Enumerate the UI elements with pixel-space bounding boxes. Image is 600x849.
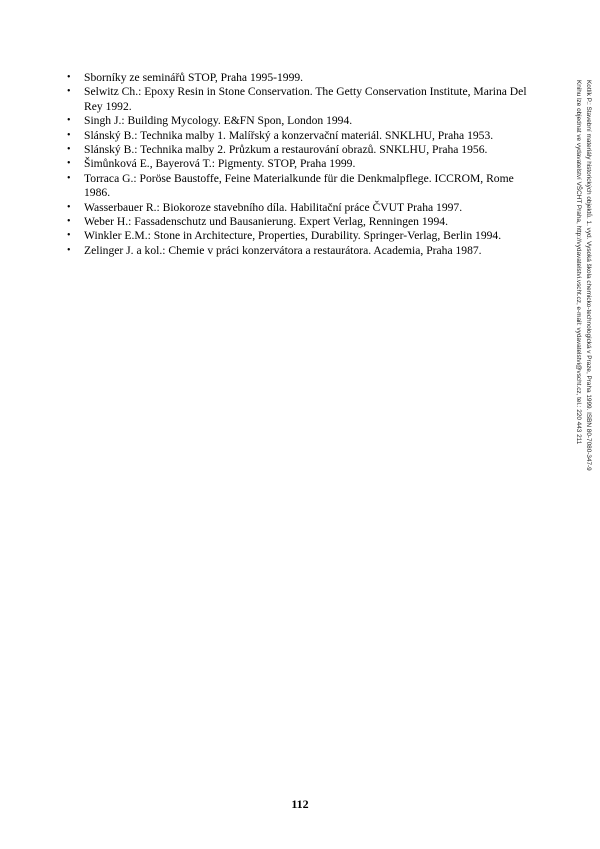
list-item — [67, 143, 537, 157]
list-item — [67, 201, 537, 215]
reference-text: Singh J.: Building Mycology. E&FN Spon, London 1994. — [84, 114, 353, 128]
list-item — [67, 157, 537, 171]
list-item — [67, 129, 537, 143]
list-item — [67, 85, 537, 114]
list-item — [67, 71, 537, 85]
side-note-container — [565, 80, 593, 580]
list-item — [67, 229, 537, 243]
bullet-icon: • — [67, 172, 71, 184]
bullet-icon: • — [67, 244, 71, 256]
bullet-icon: • — [67, 201, 71, 213]
list-item — [67, 114, 537, 128]
reference-text: Sborníky ze seminářů STOP, Praha 1995-1999. — [84, 71, 304, 84]
reference-text: Torraca G.: Poröse Baustoffe, Feine Materialkunde für die Denkmalpflege. ICCROM, Rome 1986. — [84, 171, 514, 200]
reference-text: Weber H.: Fassadenschutz und Bausanierung. Expert Verlag, Renningen 1994. — [84, 215, 448, 229]
reference-text: Slánský B.: Technika malby 2. Průzkum a restaurování obrazů. SNKLHU, Praha 1956. — [84, 143, 488, 157]
reference-text: Slánský B.: Technika malby 1. Malířský a konzervační materiál. SNKLHU, Praha 1953. — [84, 128, 494, 142]
reference-text: Šimůnková E., Bayerová T.: Pigmenty. STOP, Praha 1999. — [84, 157, 356, 171]
reference-text: Zelinger J. a kol.: Chemie v práci konzervátora a restaurátora. Academia, Praha 1987. — [84, 243, 482, 257]
side-note-line-2: Knihu lze objednat ve vydavatelství VŠCHT Praha, http://vydavatelstvi.vscht.cz, e-mail: vydavatelstvi@vscht.cz, tel.: 220 443 211 — [575, 80, 582, 445]
reference-list — [67, 71, 537, 258]
bullet-icon: • — [67, 129, 71, 141]
list-item — [67, 244, 537, 258]
list-item — [67, 215, 537, 229]
bullet-icon: • — [67, 230, 71, 242]
bullet-icon: • — [67, 216, 71, 228]
page-number: 112 — [291, 797, 309, 811]
reference-text: Winkler E.M.: Stone in Architecture, Properties, Durability. Springer-Verlag, Berlin 1994. — [84, 229, 502, 243]
list-item — [67, 172, 537, 201]
side-note-line-1: Kotlík P.: Stavební materiály historických objektů. 1. vyd. Vysoká škola chemicko-technologická v Praze, Praha 1999. ISBN 80-7080-347-9 — [585, 80, 592, 471]
bullet-icon: • — [67, 86, 71, 98]
bullet-icon: • — [67, 115, 71, 127]
reference-text: Wasserbauer R.: Biokoroze stavebního díla. Habilitační práce ČVUT Praha 1997. — [84, 200, 463, 214]
bullet-icon: • — [67, 144, 71, 156]
bullet-icon: • — [67, 158, 71, 170]
side-note — [565, 80, 593, 580]
bullet-icon: • — [67, 72, 71, 83]
reference-text: Selwitz Ch.: Epoxy Resin in Stone Conservation. The Getty Conservation Institute, Marina Del Rey 1992. — [84, 85, 527, 113]
